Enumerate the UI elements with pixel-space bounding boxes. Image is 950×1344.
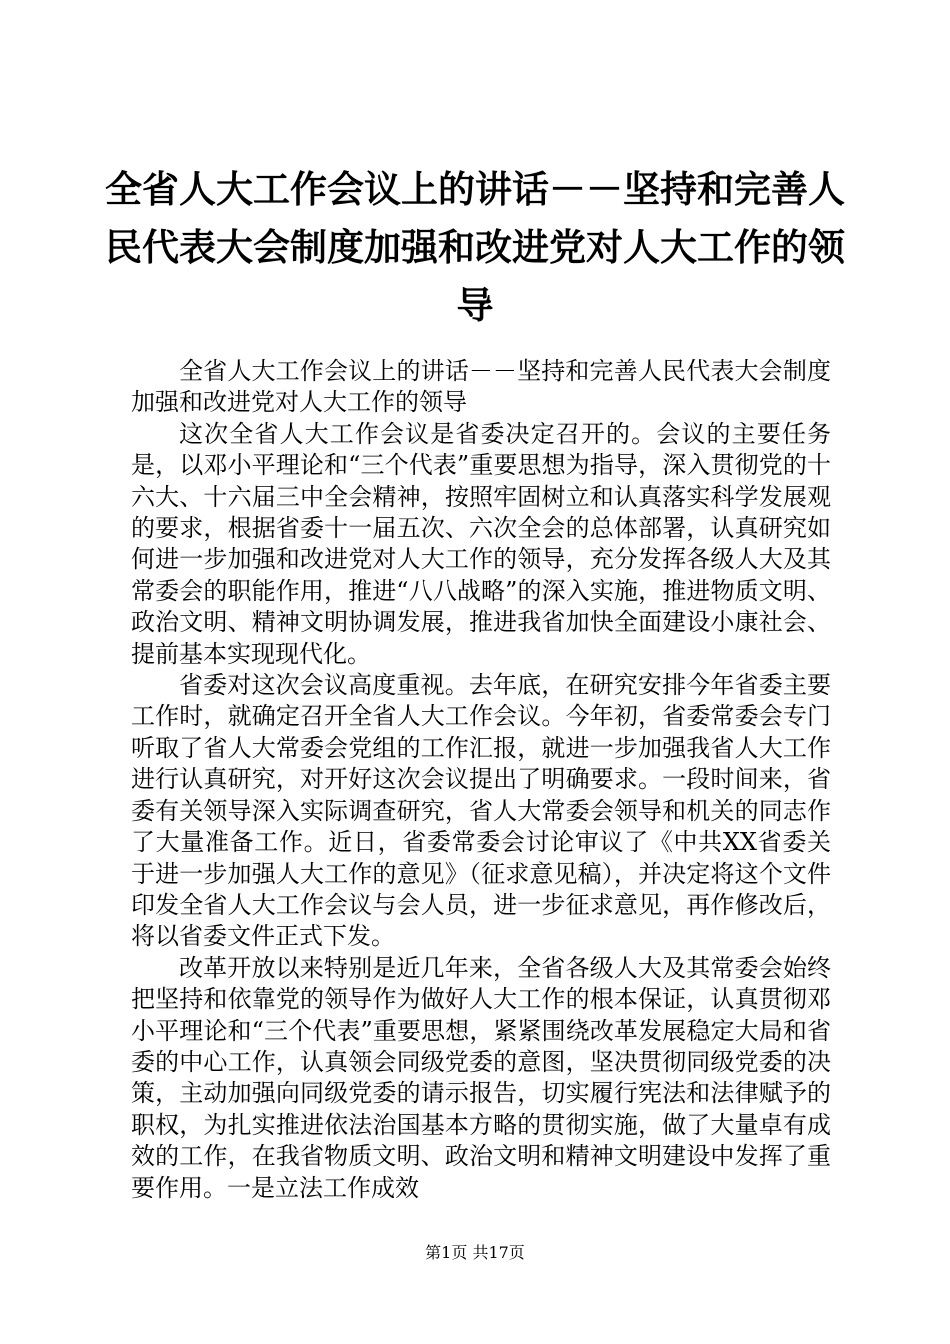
paragraph-3: 省委对这次会议高度重视。去年底，在研究安排今年省委主要工作时，就确定召开全省人大工作会议。今年初，省委常委会专门听取了省人大常委会党组的工作汇报，就进一步加强我省人大工作进行认真研究，对开好这次会议提出了明确要求。一段时间来，省委有关领导深入实际调查研究，省人大常委会领导和机关的同志作了大量准备工作。近日，省委常委会讨论审议了《中共XX省委关于进一步加强人大工作的意见》（征求意见稿），并决定将这个文件印发全省人大工作会议与会人员，进一步征求意见，再作修改后，将以省委文件正式下发。: [131, 671, 831, 951]
document-title: 全省人大工作会议上的讲话－－坚持和完善人民代表大会制度加强和改进党对人大工作的领导: [105, 167, 845, 327]
document-body: [131, 356, 831, 1204]
paragraph-4: 改革开放以来特别是近几年来，全省各级人大及其常委会始终把坚持和依靠党的领导作为做好人大工作的根本保证，认真贯彻邓小平理论和“三个代表”重要思想，紧紧围绕改革发展稳定大局和省委的中心工作，认真领会同级党委的意图，坚决贯彻同级党委的决策，主动加强向同级党委的请示报告，切实履行宪法和法律赋予的职权，为扎实推进依法治国基本方略的贯彻实施，做了大量卓有成效的工作，在我省物质文明、政治文明和精神文明建设中发挥了重要作用。一是立法工作成效: [131, 953, 831, 1202]
paragraph-2: 这次全省人大工作会议是省委决定召开的。会议的主要任务是，以邓小平理论和“三个代表”重要思想为指导，深入贯彻党的十六大、十六届三中全会精神，按照牢固树立和认真落实科学发展观的要求，根据省委十一届五次、六次全会的总体部署，认真研究如何进一步加强和改进党对人大工作的领导，充分发挥各级人大及其常委会的职能作用，推进“八八战略”的深入实施，推进物质文明、政治文明、精神文明协调发展，推进我省加快全面建设小康社会、提前基本实现现代化。: [131, 419, 831, 668]
paragraph-1: 全省人大工作会议上的讲话－－坚持和完善人民代表大会制度加强和改进党对人大工作的领导: [131, 357, 831, 417]
page-number-footer: 第1页 共17页: [425, 1243, 525, 1262]
